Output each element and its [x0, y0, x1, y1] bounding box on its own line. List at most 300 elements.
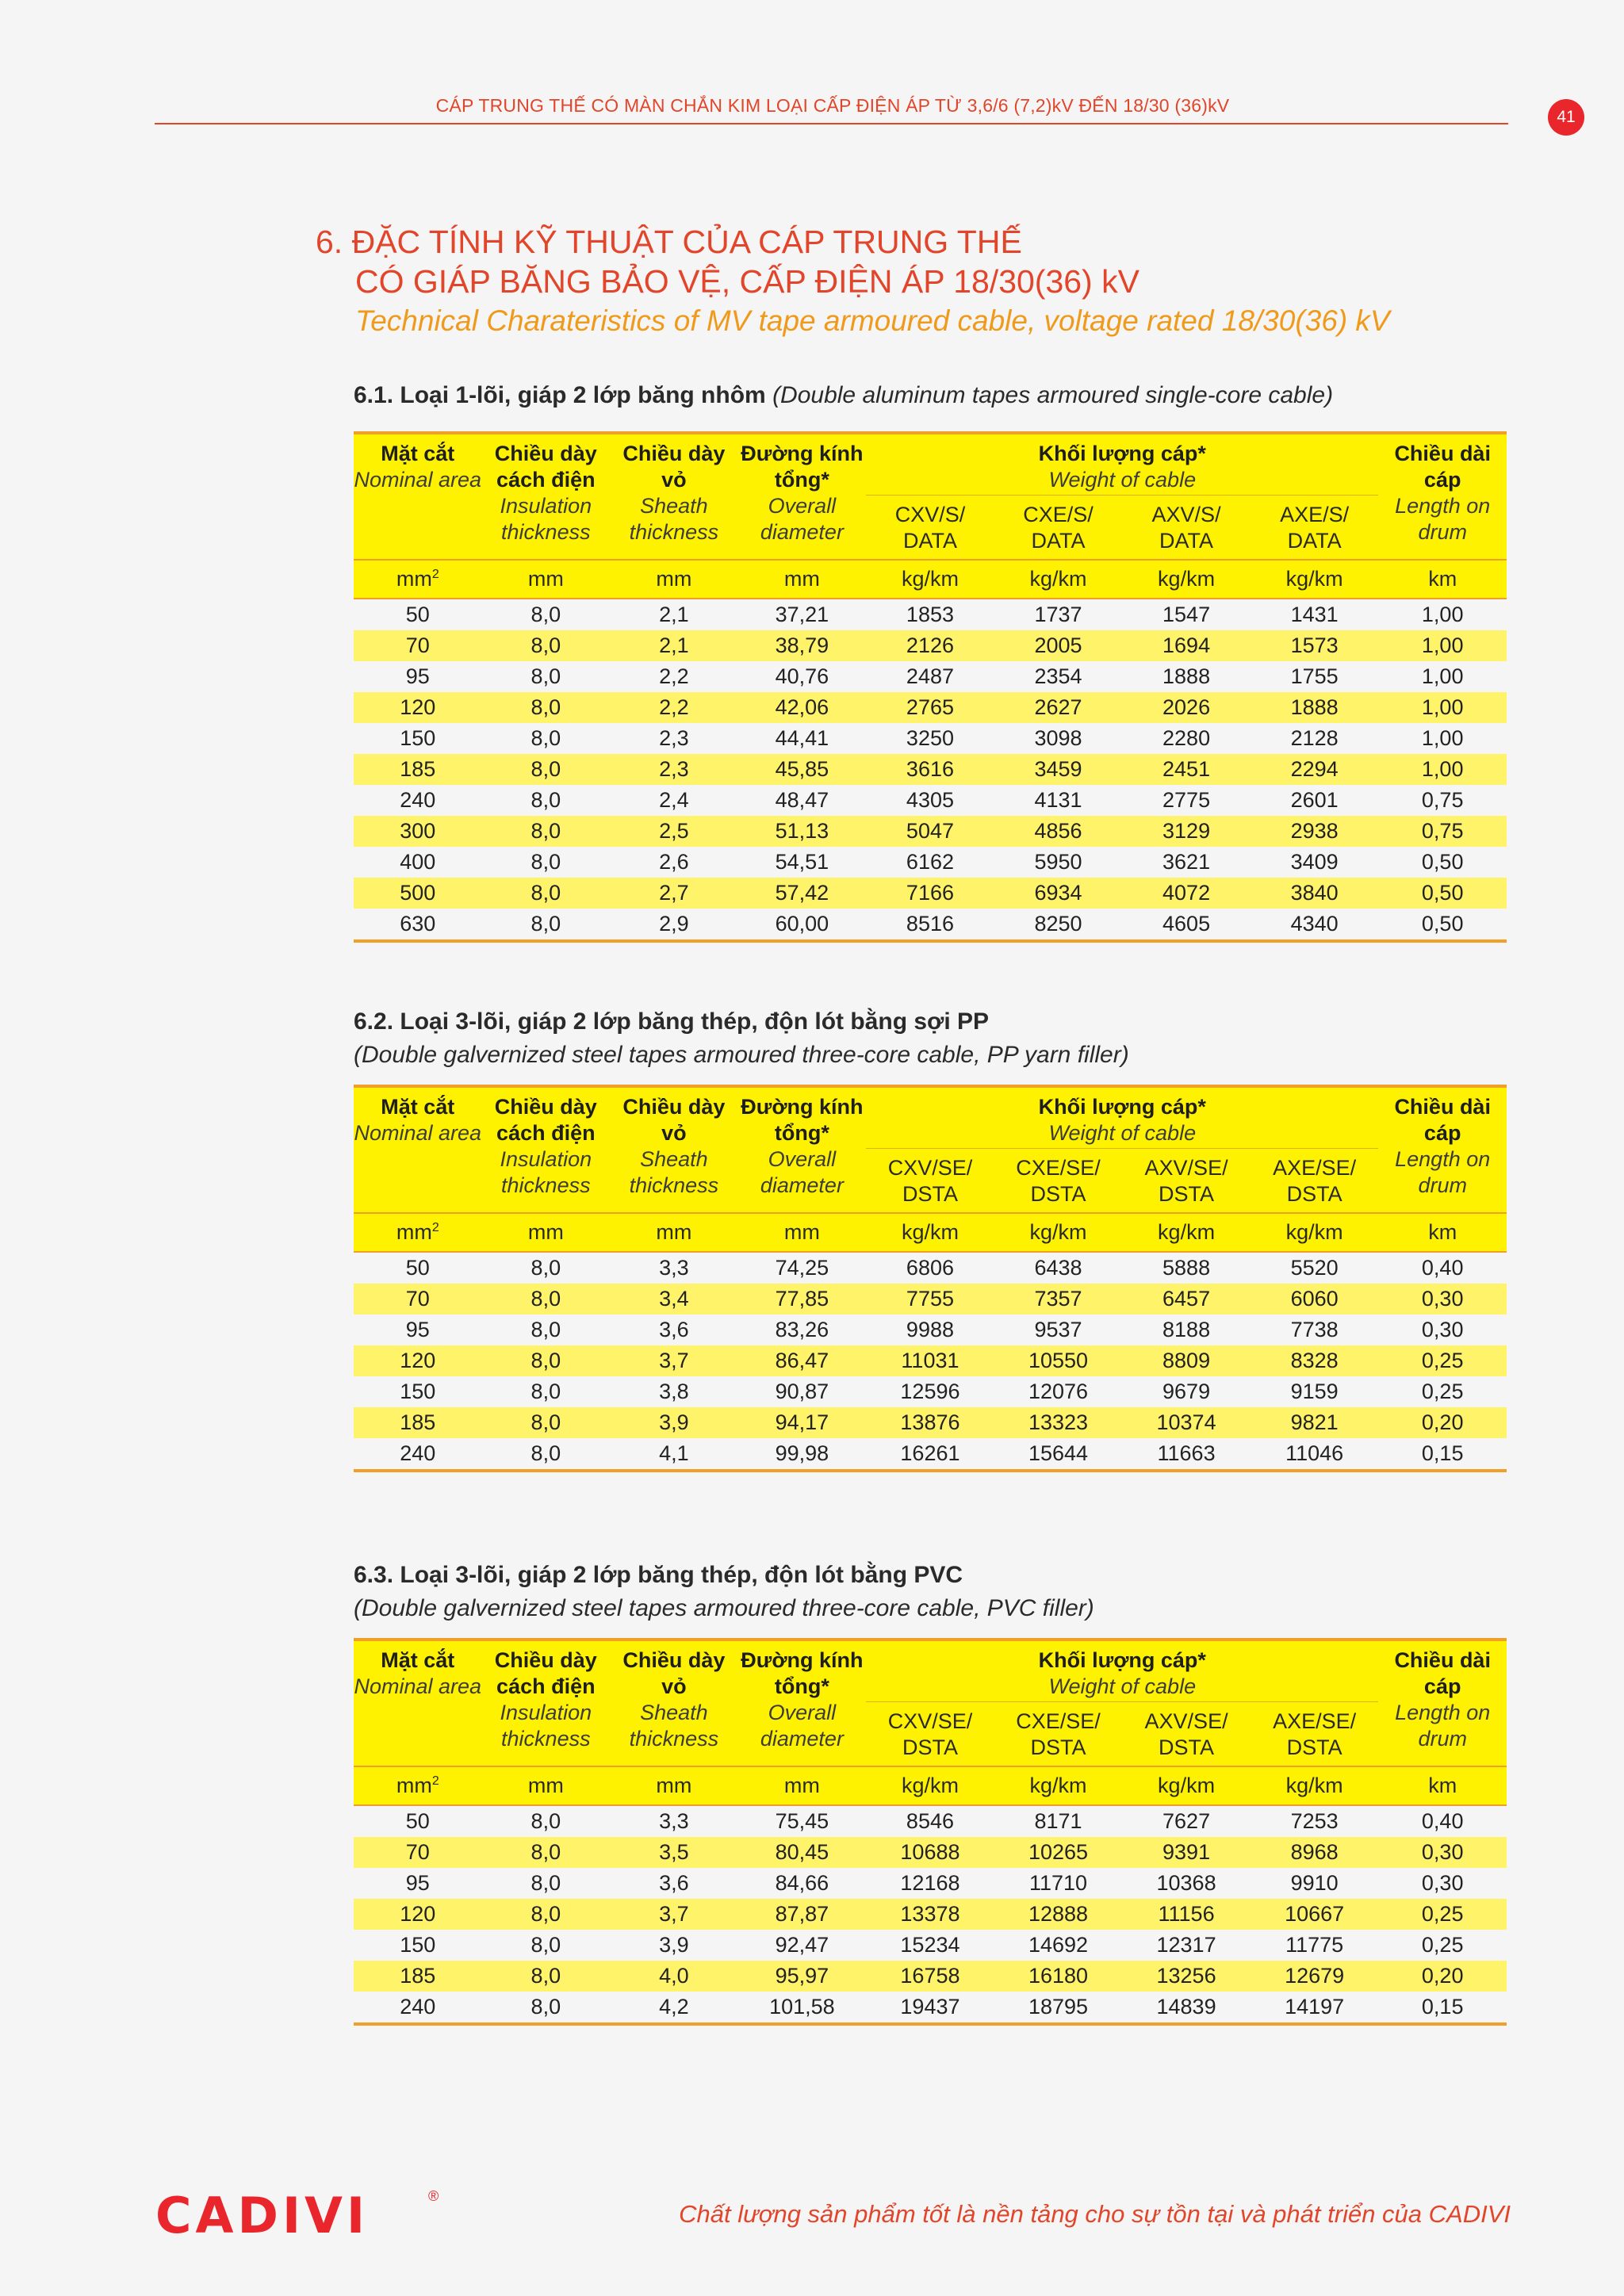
col-overall-diameter [738, 433, 867, 560]
table-cell: 0,50 [1378, 909, 1507, 941]
table-cell: 8,0 [482, 1314, 611, 1345]
table-cell: 2,7 [610, 878, 738, 909]
table-cell: 9679 [1122, 1376, 1251, 1407]
table-cell: 4340 [1251, 909, 1379, 941]
table1-title [354, 379, 1333, 412]
table-cell: 4,2 [610, 1992, 738, 2024]
unit-area [354, 1766, 482, 1805]
table-cell: 8250 [994, 909, 1123, 941]
table-row [354, 754, 1507, 785]
table-cell: 3616 [866, 754, 994, 785]
col-insulation-thickness-en: Insulation thickness [500, 494, 592, 544]
table-cell: 12679 [1251, 1961, 1379, 1992]
table-cell: 10374 [1122, 1407, 1251, 1438]
table-cell: 2,1 [610, 599, 738, 630]
table-cell: 11031 [866, 1345, 994, 1376]
table-cell: 16180 [994, 1961, 1123, 1992]
section-title-vn-line2: CÓ GIÁP BĂNG BẢO VỆ, CẤP ĐIỆN ÁP 18/30(36) kV [355, 263, 1139, 300]
table-cell: 2765 [866, 692, 994, 723]
unit-area-base: mm [396, 1774, 432, 1797]
table-cell: 8,0 [482, 785, 611, 816]
table-cell: 8,0 [482, 723, 611, 754]
table-row [354, 909, 1507, 941]
table-cell: 9537 [994, 1314, 1123, 1345]
table-cell: 1,00 [1378, 754, 1507, 785]
col-weight-group [866, 433, 1378, 496]
table2-title-italic: (Double galvernized steel tapes armoured three-core cable, PP yarn filler) [354, 1042, 1129, 1068]
table-cell: 8171 [994, 1805, 1123, 1837]
header-row [354, 1086, 1507, 1149]
unit-cell: mm [610, 1213, 738, 1252]
table-cell: 240 [354, 1992, 482, 2024]
table-row [354, 1407, 1507, 1438]
col-nominal-area-en: Nominal area [354, 468, 482, 492]
table-cell: 240 [354, 785, 482, 816]
table-cell: 240 [354, 1438, 482, 1471]
table-body [354, 599, 1507, 941]
table-cell: 2354 [994, 661, 1123, 692]
table-cell: 2938 [1251, 816, 1379, 847]
table2-spec-table [354, 1085, 1507, 1472]
unit-cell: kg/km [994, 1766, 1123, 1805]
table2-title-bold: 6.2. Loại 3-lõi, giáp 2 lớp băng thép, độn lót bằng sợi PP [354, 1008, 990, 1035]
table-cell: 14692 [994, 1930, 1123, 1961]
table-cell: 3,3 [610, 1805, 738, 1837]
col-sheath-thickness-vn: Chiều dày vỏ [622, 1095, 726, 1145]
table-row [354, 785, 1507, 816]
cable-type-header: AXE/SE/ DSTA [1251, 1702, 1379, 1766]
cable-type-header: CXV/S/ DATA [866, 496, 994, 560]
unit-cell: kg/km [1251, 1766, 1379, 1805]
unit-cell: kg/km [1122, 1213, 1251, 1252]
table-header [354, 1640, 1507, 1805]
table-cell: 40,76 [738, 661, 867, 692]
table-cell: 94,17 [738, 1407, 867, 1438]
table-row [354, 1899, 1507, 1930]
col-length-on-drum-vn: Chiều dài cáp [1394, 442, 1491, 492]
table3-title-italic: (Double galvernized steel tapes armoured three-core cable, PVC filler) [354, 1595, 1094, 1621]
table-cell: 11156 [1122, 1899, 1251, 1930]
table-row [354, 1837, 1507, 1868]
table-cell: 400 [354, 847, 482, 878]
table-cell: 0,50 [1378, 847, 1507, 878]
table-cell: 8516 [866, 909, 994, 941]
table-cell: 7738 [1251, 1314, 1379, 1345]
table-cell: 2,2 [610, 661, 738, 692]
table-cell: 11710 [994, 1868, 1123, 1899]
table-cell: 6934 [994, 878, 1123, 909]
table-row [354, 661, 1507, 692]
table-cell: 185 [354, 1407, 482, 1438]
table-cell: 3,8 [610, 1376, 738, 1407]
table-row [354, 1930, 1507, 1961]
table-cell: 9159 [1251, 1376, 1379, 1407]
table-cell: 8,0 [482, 1345, 611, 1376]
unit-area-superscript: 2 [431, 1221, 439, 1234]
table-cell: 8,0 [482, 1252, 611, 1284]
table-cell: 4305 [866, 785, 994, 816]
table-cell: 6060 [1251, 1284, 1379, 1314]
table-cell: 9391 [1122, 1837, 1251, 1868]
unit-cell: mm [738, 1766, 867, 1805]
table-cell: 60,00 [738, 909, 867, 941]
table-cell: 120 [354, 1899, 482, 1930]
table-cell: 150 [354, 1376, 482, 1407]
table-cell: 1694 [1122, 630, 1251, 661]
table-cell: 11775 [1251, 1930, 1379, 1961]
col-nominal-area-vn: Mặt cắt [381, 442, 455, 465]
table-cell: 6806 [866, 1252, 994, 1284]
table-cell: 1755 [1251, 661, 1379, 692]
table-cell: 8,0 [482, 1899, 611, 1930]
units-row [354, 1213, 1507, 1252]
table-cell: 75,45 [738, 1805, 867, 1837]
table-cell: 3409 [1251, 847, 1379, 878]
table-cell: 0,25 [1378, 1930, 1507, 1961]
table-cell: 95 [354, 1314, 482, 1345]
table-cell: 7755 [866, 1284, 994, 1314]
table-cell: 5950 [994, 847, 1123, 878]
units-row [354, 1766, 1507, 1805]
table-cell: 185 [354, 1961, 482, 1992]
unit-area [354, 560, 482, 599]
table-row [354, 630, 1507, 661]
unit-area [354, 1213, 482, 1252]
table-cell: 14197 [1251, 1992, 1379, 2024]
table-cell: 0,40 [1378, 1252, 1507, 1284]
table-cell: 0,20 [1378, 1961, 1507, 1992]
cable-type-header: AXE/S/ DATA [1251, 496, 1379, 560]
table-cell: 630 [354, 909, 482, 941]
table-row [354, 1284, 1507, 1314]
table-cell: 2,6 [610, 847, 738, 878]
col-length-on-drum-en: Length on drum [1395, 1147, 1491, 1197]
table-cell: 120 [354, 1345, 482, 1376]
table-cell: 4605 [1122, 909, 1251, 941]
table-cell: 8,0 [482, 816, 611, 847]
table-cell: 0,75 [1378, 785, 1507, 816]
table-cell: 8,0 [482, 1992, 611, 2024]
unit-cell: kg/km [866, 1213, 994, 1252]
col-overall-diameter [738, 1640, 867, 1766]
table-cell: 9988 [866, 1314, 994, 1345]
table-cell: 5888 [1122, 1252, 1251, 1284]
table-cell: 2026 [1122, 692, 1251, 723]
table-cell: 1547 [1122, 599, 1251, 630]
unit-cell: mm [482, 560, 611, 599]
unit-area-superscript: 2 [431, 1774, 439, 1788]
table-cell: 70 [354, 1284, 482, 1314]
table-cell: 50 [354, 1252, 482, 1284]
table-cell: 8188 [1122, 1314, 1251, 1345]
table-cell: 2,3 [610, 754, 738, 785]
col-insulation-thickness-en: Insulation thickness [500, 1701, 592, 1751]
table-cell: 6457 [1122, 1284, 1251, 1314]
table-cell: 16261 [866, 1438, 994, 1471]
table-cell: 11663 [1122, 1438, 1251, 1471]
table-cell: 2,9 [610, 909, 738, 941]
table-cell: 3621 [1122, 847, 1251, 878]
table-cell: 1573 [1251, 630, 1379, 661]
col-length-on-drum-vn: Chiều dài cáp [1394, 1648, 1491, 1698]
table-cell: 16758 [866, 1961, 994, 1992]
table-cell: 13323 [994, 1407, 1123, 1438]
table-cell: 12596 [866, 1376, 994, 1407]
table-cell: 2126 [866, 630, 994, 661]
col-weight-vn: Khối lượng cáp* [1038, 1095, 1206, 1119]
table-cell: 44,41 [738, 723, 867, 754]
unit-cell: kg/km [866, 1766, 994, 1805]
table-cell: 8,0 [482, 1407, 611, 1438]
unit-cell: mm [610, 560, 738, 599]
table-cell: 2627 [994, 692, 1123, 723]
table-cell: 50 [354, 599, 482, 630]
col-weight-vn: Khối lượng cáp* [1038, 1648, 1206, 1672]
table1-title-bold: 6.1. Loại 1-lõi, giáp 2 lớp băng nhôm [354, 382, 766, 408]
table-cell: 84,66 [738, 1868, 867, 1899]
col-insulation-thickness-en: Insulation thickness [500, 1147, 592, 1197]
table-cell: 300 [354, 816, 482, 847]
table-row [354, 1345, 1507, 1376]
table-cell: 3,9 [610, 1930, 738, 1961]
table-cell: 19437 [866, 1992, 994, 2024]
col-sheath-thickness-vn: Chiều dày vỏ [622, 1648, 726, 1698]
table-cell: 8968 [1251, 1837, 1379, 1868]
table-cell: 10265 [994, 1837, 1123, 1868]
table-cell: 70 [354, 1837, 482, 1868]
table-cell: 2,2 [610, 692, 738, 723]
table-cell: 5520 [1251, 1252, 1379, 1284]
cable-type-header: AXV/SE/ DSTA [1122, 1149, 1251, 1213]
table-cell: 8,0 [482, 1438, 611, 1471]
table-row [354, 1805, 1507, 1837]
col-nominal-area-en: Nominal area [354, 1121, 482, 1145]
col-sheath-thickness [610, 1640, 738, 1766]
cable-type-header: CXV/SE/ DSTA [866, 1149, 994, 1213]
table-cell: 10688 [866, 1837, 994, 1868]
cadivi-logo: CADIVI [155, 2187, 370, 2244]
table-cell: 500 [354, 878, 482, 909]
table-cell: 4,1 [610, 1438, 738, 1471]
table-cell: 3,3 [610, 1252, 738, 1284]
table-cell: 95 [354, 1868, 482, 1899]
table-cell: 2,4 [610, 785, 738, 816]
table-cell: 11046 [1251, 1438, 1379, 1471]
table-cell: 90,87 [738, 1376, 867, 1407]
table-cell: 54,51 [738, 847, 867, 878]
table-cell: 12888 [994, 1899, 1123, 1930]
table-cell: 8,0 [482, 909, 611, 941]
col-overall-diameter-vn: Đường kính tổng* [741, 442, 864, 492]
table-cell: 14839 [1122, 1992, 1251, 2024]
table-cell: 13876 [866, 1407, 994, 1438]
table-row [354, 1252, 1507, 1284]
unit-cell: kg/km [994, 1213, 1123, 1252]
table-row [354, 1992, 1507, 2024]
col-nominal-area [354, 433, 482, 560]
table-cell: 8809 [1122, 1345, 1251, 1376]
col-weight-en: Weight of cable [1048, 468, 1197, 492]
table-cell: 8,0 [482, 1868, 611, 1899]
col-weight-en: Weight of cable [1048, 1674, 1197, 1698]
table-cell: 0,30 [1378, 1868, 1507, 1899]
table-cell: 8,0 [482, 1930, 611, 1961]
table-cell: 99,98 [738, 1438, 867, 1471]
col-insulation-thickness-vn: Chiều dày cách điện [494, 1095, 597, 1145]
col-nominal-area-vn: Mặt cắt [381, 1648, 455, 1672]
table-cell: 8,0 [482, 1376, 611, 1407]
table-cell: 37,21 [738, 599, 867, 630]
table-cell: 8546 [866, 1805, 994, 1837]
col-nominal-area-vn: Mặt cắt [381, 1095, 455, 1119]
col-weight-en: Weight of cable [1048, 1121, 1197, 1145]
col-insulation-thickness-vn: Chiều dày cách điện [494, 1648, 597, 1698]
table-row [354, 847, 1507, 878]
table-cell: 12168 [866, 1868, 994, 1899]
col-sheath-thickness-en: Sheath thickness [629, 1701, 719, 1751]
unit-cell: mm [610, 1766, 738, 1805]
table-row [354, 1961, 1507, 1992]
cable-type-header: AXV/S/ DATA [1122, 496, 1251, 560]
cable-type-header: CXE/S/ DATA [994, 496, 1123, 560]
running-header: CÁP TRUNG THẾ CÓ MÀN CHẮN KIM LOẠI CẤP ĐIỆN ÁP TỪ 3,6/6 (7,2)kV ĐẾN 18/30 (36)kV [435, 95, 1230, 116]
table-cell: 0,30 [1378, 1314, 1507, 1345]
col-sheath-thickness [610, 433, 738, 560]
table-cell: 8,0 [482, 1284, 611, 1314]
table-cell: 8,0 [482, 1837, 611, 1868]
unit-cell: km [1378, 560, 1507, 599]
table-cell: 2601 [1251, 785, 1379, 816]
table-cell: 83,26 [738, 1314, 867, 1345]
col-length-on-drum [1378, 433, 1507, 560]
table3-spec-table [354, 1638, 1507, 2026]
col-sheath-thickness-en: Sheath thickness [629, 1147, 719, 1197]
table-cell: 8,0 [482, 754, 611, 785]
col-overall-diameter-en: Overall diameter [760, 1147, 844, 1197]
table-cell: 18795 [994, 1992, 1123, 2024]
unit-cell: km [1378, 1213, 1507, 1252]
col-length-on-drum [1378, 1640, 1507, 1766]
table-cell: 0,15 [1378, 1438, 1507, 1471]
table-cell: 0,30 [1378, 1284, 1507, 1314]
table-cell: 8,0 [482, 878, 611, 909]
unit-cell: kg/km [1122, 560, 1251, 599]
table-cell: 9821 [1251, 1407, 1379, 1438]
section-title [316, 222, 1390, 341]
col-nominal-area-en: Nominal area [354, 1674, 482, 1698]
table-cell: 0,75 [1378, 816, 1507, 847]
col-length-on-drum-vn: Chiều dài cáp [1394, 1095, 1491, 1145]
col-overall-diameter-en: Overall diameter [760, 1701, 844, 1751]
table-cell: 5047 [866, 816, 994, 847]
table-cell: 1888 [1122, 661, 1251, 692]
table-cell: 4072 [1122, 878, 1251, 909]
table-cell: 120 [354, 692, 482, 723]
table-cell: 4,0 [610, 1961, 738, 1992]
table-cell: 3,5 [610, 1837, 738, 1868]
header-row [354, 433, 1507, 496]
table-cell: 3,6 [610, 1868, 738, 1899]
table1-title-italic: (Double aluminum tapes armoured single-core cable) [772, 382, 1334, 408]
table-cell: 92,47 [738, 1930, 867, 1961]
table-cell: 95 [354, 661, 482, 692]
table-header [354, 1086, 1507, 1252]
table-body [354, 1252, 1507, 1471]
col-length-on-drum [1378, 1086, 1507, 1213]
table-cell: 0,25 [1378, 1376, 1507, 1407]
table-cell: 7627 [1122, 1805, 1251, 1837]
footer-slogan: Chất lượng sản phẩm tốt là nền tảng cho sự tồn tại và phát triển của CADIVI [679, 2200, 1511, 2228]
table-cell: 3,7 [610, 1899, 738, 1930]
table-cell: 1,00 [1378, 661, 1507, 692]
unit-cell: kg/km [1251, 560, 1379, 599]
table-cell: 150 [354, 1930, 482, 1961]
table-cell: 1737 [994, 599, 1123, 630]
table-row [354, 1438, 1507, 1471]
table-cell: 8,0 [482, 1805, 611, 1837]
unit-area-base: mm [396, 567, 432, 591]
unit-cell: mm [738, 560, 867, 599]
cable-type-header: CXE/SE/ DSTA [994, 1702, 1123, 1766]
table-cell: 3,6 [610, 1314, 738, 1345]
table-cell: 3129 [1122, 816, 1251, 847]
table-cell: 3,4 [610, 1284, 738, 1314]
table-cell: 15234 [866, 1930, 994, 1961]
section-title-en: Technical Charateristics of MV tape armoured cable, voltage rated 18/30(36) kV [355, 304, 1390, 337]
table-cell: 1,00 [1378, 692, 1507, 723]
cable-type-header: CXV/SE/ DSTA [866, 1702, 994, 1766]
table-cell: 86,47 [738, 1345, 867, 1376]
table-cell: 51,13 [738, 816, 867, 847]
table-cell: 2451 [1122, 754, 1251, 785]
table-cell: 13378 [866, 1899, 994, 1930]
table-cell: 15644 [994, 1438, 1123, 1471]
table-row [354, 1868, 1507, 1899]
table-cell: 8,0 [482, 1961, 611, 1992]
table-cell: 87,87 [738, 1899, 867, 1930]
col-length-on-drum-en: Length on drum [1395, 1701, 1491, 1751]
table-cell: 10667 [1251, 1899, 1379, 1930]
page-number-badge: 41 [1548, 99, 1584, 136]
table-cell: 2005 [994, 630, 1123, 661]
table-cell: 1853 [866, 599, 994, 630]
table-cell: 7166 [866, 878, 994, 909]
table-cell: 2,5 [610, 816, 738, 847]
table-cell: 12317 [1122, 1930, 1251, 1961]
table-cell: 8,0 [482, 847, 611, 878]
table-cell: 45,85 [738, 754, 867, 785]
table-cell: 95,97 [738, 1961, 867, 1992]
table-cell: 6438 [994, 1252, 1123, 1284]
table-cell: 2775 [1122, 785, 1251, 816]
table-row [354, 816, 1507, 847]
table-cell: 2,1 [610, 630, 738, 661]
col-weight-vn: Khối lượng cáp* [1038, 442, 1206, 465]
col-weight-group [866, 1640, 1378, 1702]
table-cell: 0,50 [1378, 878, 1507, 909]
units-row [354, 560, 1507, 599]
table-cell: 0,30 [1378, 1837, 1507, 1868]
unit-cell: mm [482, 1766, 611, 1805]
col-length-on-drum-en: Length on drum [1395, 494, 1491, 544]
table1-spec-table [354, 431, 1507, 943]
table-cell: 0,40 [1378, 1805, 1507, 1837]
table-cell: 150 [354, 723, 482, 754]
table-cell: 4131 [994, 785, 1123, 816]
table-cell: 38,79 [738, 630, 867, 661]
col-overall-diameter-vn: Đường kính tổng* [741, 1095, 864, 1145]
table-cell: 3250 [866, 723, 994, 754]
